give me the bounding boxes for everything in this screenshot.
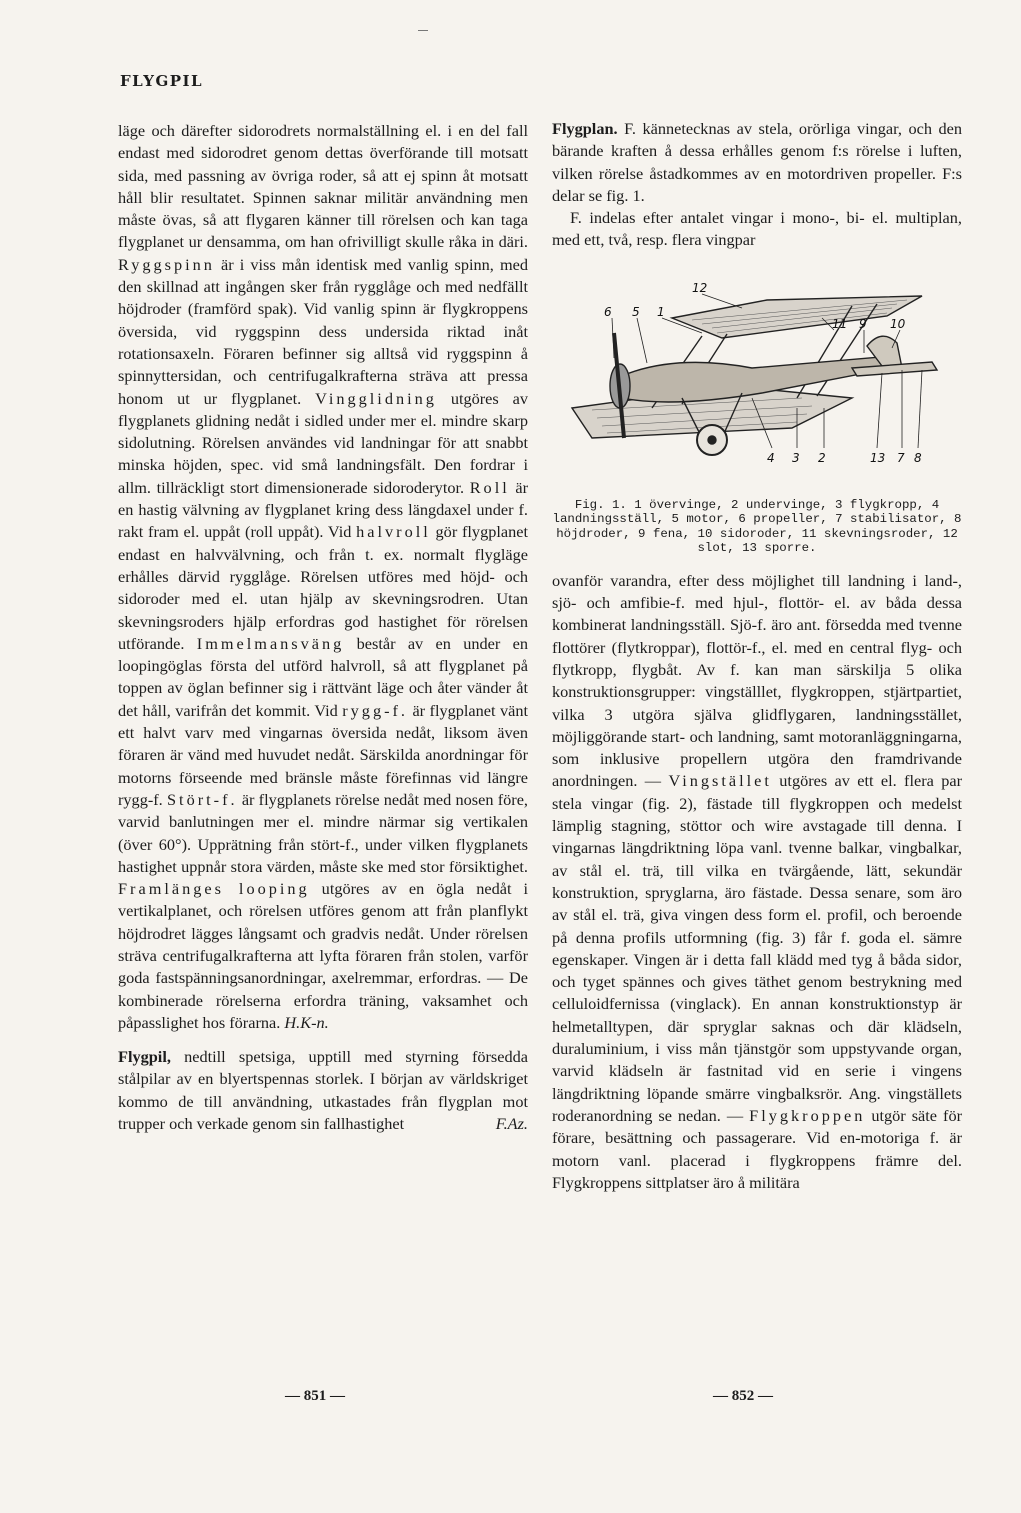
text-run: är flygplanet vänt ett halvt varv med vingarnas översida nedåt, liksom även föraren är vänd med huvudet nedåt. Särskilda anordningar för motorns förseende med bränsle måste förefinnas vid längre rygg-f.	[118, 700, 528, 809]
term-stort-f: Stört-f.	[167, 789, 238, 809]
label-1: 1	[657, 304, 665, 319]
top-mark	[418, 30, 428, 31]
label-5: 5	[632, 304, 640, 319]
entry-flygpil	[118, 1046, 528, 1135]
text-run: läge och därefter sidorodrets normalställning el. i en del fall endast med sidorodret genom dettas överförande till motsatt sida, med passning av övriga roder, så att ej spinn åt motsatt håll blir resultatet. Spinnen saknar militär användning men måste övas, så att flygaren känner till rörelsen och kan taga flygplanet ur densamma, om han ofrivilligt skulle råka in däri.	[118, 121, 528, 252]
text-run: ovanför varandra, efter dess möjlighet till landning i land-, sjö- och amfibie-f. med hjul-, flottör- el. av båda dessa kombinerat landningsställ. Sjö-f. äro ant. försedda med tvenne flottörer (flytkroppar), flottör-f., el. med en central flyg- och flytkropp, flygbåt. Av f. kan man särskilja 5 olika konstruktionsgrupper: vingställlet, flygkroppen, stjärtpartiet, vilka 3 utgöra själva glidflygaren, landningsstället, möjliggörande start- och landning, samt motoranläggningarna, som inklusive propellern utgöra den framdrivande anordningen. —	[552, 570, 962, 791]
label-12: 12	[692, 280, 708, 295]
term-flygkroppen: Flygkroppen	[749, 1105, 866, 1125]
text-run: är flygplanets rörelse nedåt med nosen före, varvid banlutningen mer el. mindre närmar sig vertikalen (över 60°). Upprätning från stört-f., under vilken flygplanets hastighet uppnår stora värden, måste ske med stor försiktighet.	[118, 789, 529, 876]
text-run: gör flygplanet endast en halvvälvning, och från t. ex. normalt flygläge erhålles därvid rygglåge. Rörelsen utföres med höjd- och sidoroder med el. utan hjälp av skevningsrodren. Utan skevningsroders hjälp erfordras god hastighet för rörelsen utförande.	[118, 522, 528, 653]
headword-flygpil: Flygpil,	[118, 1047, 171, 1067]
term-ryggspinn: Ryggspinn	[118, 254, 215, 274]
paragraph-classification	[552, 207, 962, 252]
label-11: 11	[832, 316, 848, 331]
text-run: F. kännetecknas av stela, orörliga vingar, och den bärande kraften å dessa erhålles genom f:s rörelse i luften, vilken rörelse åstadkommes av en motordriven propeller. F:s delar se fig. 1.	[552, 119, 962, 205]
text-run: är en hastig välvning av flygplanet kring dess längdaxel under f. rakt fram el. uppåt (roll uppåt). Vid	[118, 477, 528, 542]
term-immelmansvang: Immelmansväng	[196, 633, 345, 653]
left-column	[118, 120, 528, 1135]
term-vingstallet: Vingstället	[668, 771, 772, 791]
right-column	[552, 118, 962, 1194]
label-8: 8	[914, 450, 922, 465]
text-run: utgöres av en ögla nedåt i vertikalplanet, och rörelsen utföres genom att från planflykt höjdrodret lägges långsamt och gradvis nedåt. Under rörelsen sträva centrifugalkrafterna att lyfta föraren från stolen, varför goda fastspänningsanordningar, axelremmar, erfordras. — De kombinerade rörelserna erfordra träning, vaksamhet och påpasslighet hos förarna.	[118, 879, 529, 1032]
author-signature: F.Az.	[495, 1114, 528, 1134]
text-run: utgöres av flygplanets glidning nedåt i sidled under mer el. mindre skarp sidolutning. Rörelsen användes vid landningar för att snabbt minska höjden, spec. vid små landningsfält. Den fordrar i allm. tillräckligt stort dimensionerade sidoroderytor.	[118, 388, 528, 497]
text-run: är i viss mån identisk med vanlig spinn, med den skillnad att ingången sker från rygglåge och med nedfällt höjdroder (framförd spak). Vid vanlig spinn är flygkroppens översida, vid ryggspinn dess undersida riktad inåt rotationsaxeln. Föraren befinner sig alltså vid ryggspinn å spinnyttersidan, och centrifugalkrafterna sträva att pressa honom ut ur flygplanet.	[118, 254, 529, 408]
paragraph-spinn-types	[118, 120, 528, 1034]
label-3: 3	[792, 450, 800, 465]
term-vingglidning: Vingglidning	[315, 388, 437, 408]
headword-flygplan: Flygplan.	[552, 119, 618, 138]
term-roll: Roll	[469, 477, 510, 497]
text-run: utgöres av ett el. flera par stela vingar (fig. 2), fästade till flygkroppen och medelst lämplig stagning, stöttor och wire avstagade till denna. I vingarnas längdriktning löpa vanl. tvenne balkar, vingbalkar, av stål el. trä, till vilka en tvärgående, lätt, sekundär konstruktion, spryglarna, äro fästade. Dessa senare, som äro av stål el. trä, giva vingen dess form el. profil, och beroende på denna profils utformning (fig. 3) får f. goda el. sämre egenskaper. Vingen är i detta fall klädd med tyg å båda sidor, och tyget spännes och gives täthet genom bestrykning med celluloidfernissa (vinglack). En annan konstruktionstyp är helmetalltypen, där spryglar saknas och där klädseln, duraluminium, i viss mån tjänstgör som uppstyvande organ, varvid klädseln är fastnitad vid en serie i vingens längdriktning löpande smärre vingbalksrör. Ang. vingställets roderanordning se nedan. —	[552, 771, 963, 1125]
entry-flygplan	[552, 118, 962, 207]
label-7: 7	[897, 450, 905, 465]
term-framlanges-looping: Framlänges looping	[118, 879, 310, 899]
text-run: utgör säte för förare, besättning och passagerare. Vid en-motoriga f. är motorn vanl. placerad i flygkroppens främre del. Flygkroppens sittplatser äro å militära	[552, 1105, 963, 1192]
label-10: 10	[890, 316, 906, 331]
figure-caption: Fig. 1. 1 övervinge, 2 undervinge, 3 flygkropp, 4 landningsställ, 5 motor, 6 propeller, 7 stabilisator, 8 höjdroder, 9 fena, 10 sidoroder, 11 skevningsroder, 12 slot, 13 sporre.	[552, 497, 962, 556]
label-9: 9	[859, 316, 867, 331]
term-rygg-f: rygg-f.	[342, 700, 409, 720]
biplane-illustration	[552, 258, 962, 488]
label-6: 6	[604, 304, 612, 319]
text-run: nedtill spetsiga, upptill med styrning försedda stålpilar av en blyertspennas storlek. I början av världskriget kommo de till användning, utkastades från flygplan mot trupper och verkade genom sin fallhastighet	[118, 1047, 528, 1134]
text-run: F. indelas efter antalet vingar i mono-, bi- el. multiplan, med ett, två, resp. flera vingpar	[552, 208, 962, 250]
figure-biplane	[552, 258, 962, 488]
page-number-left: — 851 —	[285, 1388, 345, 1404]
label-2: 2	[818, 450, 826, 465]
text-run: består av en under en loopingöglas första del utförd halvroll, så att flygplanet på toppen av öglan befinner sig i rättvänt läge och åter vänder åt det håll, varifrån det kommit. Vid	[118, 633, 528, 720]
label-13: 13	[870, 450, 886, 465]
label-4: 4	[767, 450, 775, 465]
running-head: FLYGPIL	[120, 72, 204, 90]
author-signature: H.K-n.	[284, 1012, 329, 1032]
term-halvroll: halvroll	[356, 522, 431, 542]
page-number-right: — 852 —	[713, 1388, 773, 1404]
paragraph-construction	[552, 570, 962, 1194]
